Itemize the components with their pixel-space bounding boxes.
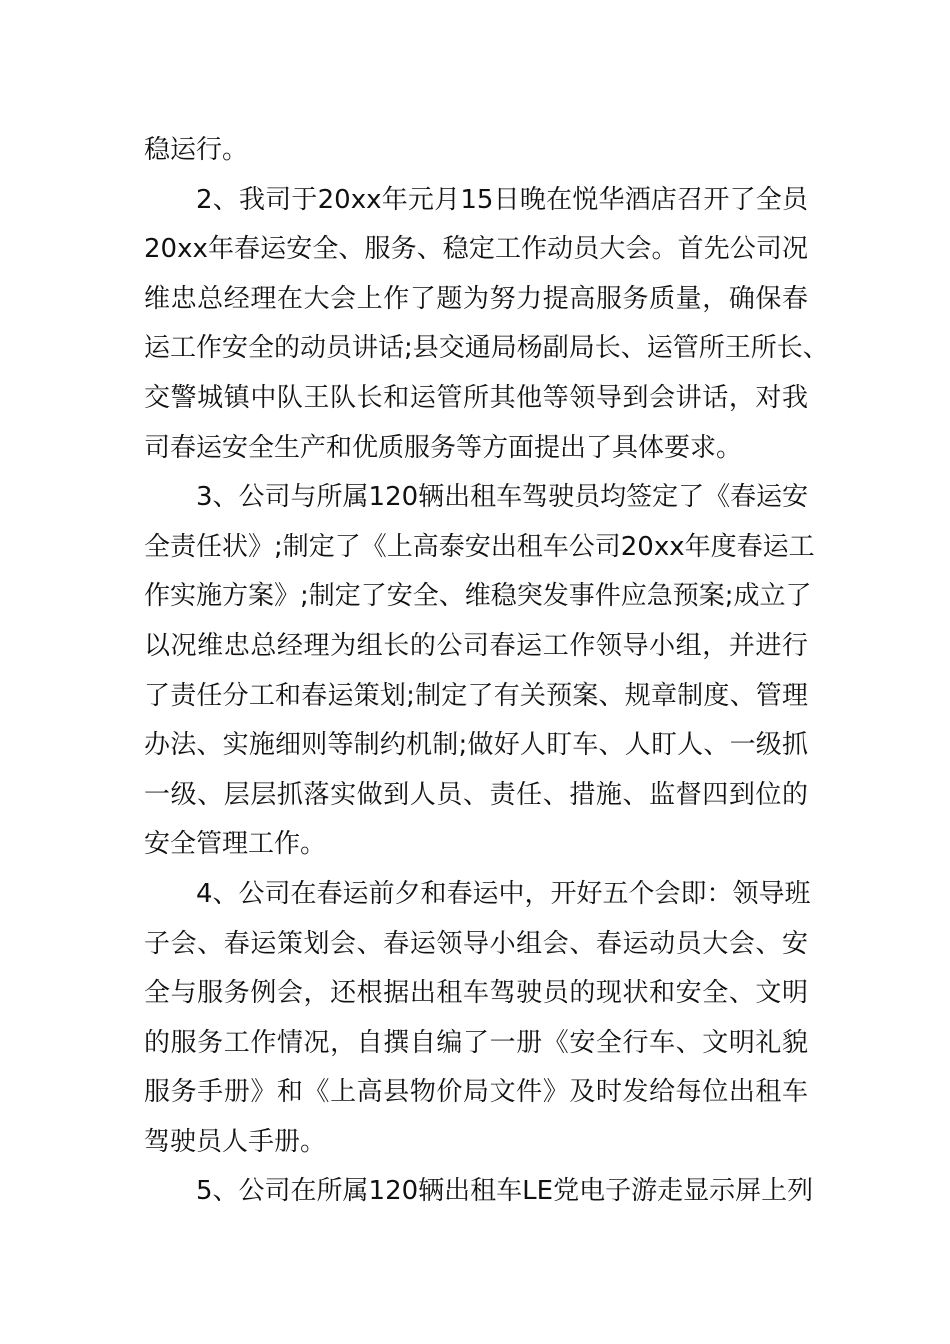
paragraph-2-line-5: 交警城镇中队王队长和运管所其他等领导到会讲话，对我 [144,382,808,413]
paragraph-3-line-3: 作实施方案》;制定了安全、维稳突发事件应急预案;成立了 [144,581,812,612]
paragraph-3-line-2: 全责任状》;制定了《上高泰安出租车公司20xx年度春运工 [144,531,815,562]
paragraph-3-line-6: 办法、实施细则等制约机制;做好人盯车、人盯人、一级抓 [144,730,808,761]
paragraph-2-line-4: 运工作安全的动员讲话;县交通局杨副局长、运管所王所长、 [144,333,829,364]
paragraph-4-line-1: 4、公司在春运前夕和春运中，开好五个会即：领导班 [196,878,811,909]
document-body [144,126,829,1217]
paragraph-2-line-1: 2、我司于20xx年元月15日晚在悦华酒店召开了全员 [196,184,808,215]
paragraph-2-line-3: 维忠总经理在大会上作了题为努力提高服务质量，确保春 [144,283,808,314]
paragraph-3-line-4: 以况维忠总经理为组长的公司春运工作领导小组，并进行 [144,630,808,661]
paragraph-3-line-7: 一级、层层抓落实做到人员、责任、措施、监督四到位的 [144,779,808,810]
paragraph-3-line-8: 安全管理工作。 [144,829,327,860]
paragraph-5-line-1: 5、公司在所属120辆出租车LE党电子游走显示屏上列 [196,1176,814,1207]
paragraph-4-line-6: 驾驶员人手册。 [144,1126,327,1157]
paragraph-2-line-6: 司春运安全生产和优质服务等方面提出了具体要求。 [144,432,743,463]
paragraph-4-line-5: 服务手册》和《上高县物价局文件》及时发给每位出租车 [144,1077,808,1108]
paragraph-3-line-1: 3、公司与所属120辆出租车驾驶员均签定了《春运安 [196,482,809,513]
paragraph-4-line-3: 全与服务例会，还根据出租车驾驶员的现状和安全、文明 [144,978,808,1009]
paragraph-2-line-2: 20xx年春运安全、服务、稳定工作动员大会。首先公司况 [144,234,808,265]
paragraph-1-line-end: 稳运行。 [144,135,249,165]
paragraph-3-line-5: 了责任分工和春运策划;制定了有关预案、规章制度、管理 [144,680,808,711]
paragraph-4-line-4: 的服务工作情况，自撰自编了一册《安全行车、文明礼貌 [144,1027,808,1058]
paragraph-4-line-2: 子会、春运策划会、春运领导小组会、春运动员大会、安 [144,928,808,959]
